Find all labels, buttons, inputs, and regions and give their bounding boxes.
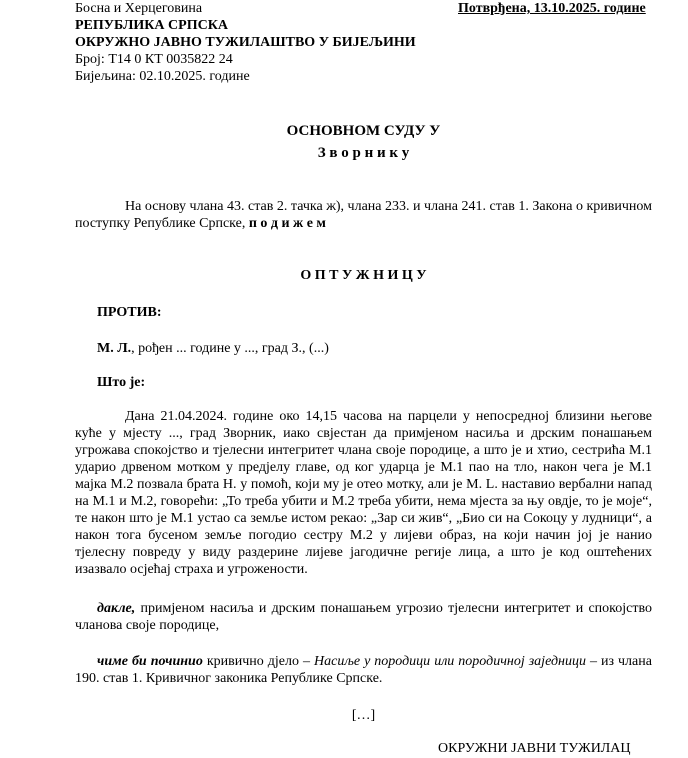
intro-paragraph bbox=[75, 198, 652, 232]
defendant-line bbox=[97, 340, 329, 357]
header-country: Босна и Херцеговина bbox=[75, 1, 203, 16]
defendant-name: М. Л. bbox=[97, 341, 132, 356]
offense-text2: – из члана 190. став 1. Кривичног законика Републике Српске. bbox=[75, 654, 652, 686]
header-republic: РЕПУБЛИКА СРПСКА bbox=[75, 18, 228, 33]
offense-paragraph bbox=[75, 653, 652, 687]
offense-lead: чиме би починио bbox=[97, 654, 203, 669]
what-label: Што је: bbox=[97, 375, 146, 390]
intro-action: п о д и ж е м bbox=[248, 216, 326, 231]
addressee-line1: ОСНОВНОМ СУДУ У bbox=[286, 123, 441, 139]
header-office: ОКРУЖНО ЈАВНО ТУЖИЛАШТВО У БИЈЕЉИНИ bbox=[75, 35, 416, 50]
facts-text: Дана 21.04.2024. године око 14,15 часова на парцели у непосредној близини његове куће у мјесту ..., град Зворник, иако свјестан да примјеном насиља и дрским понашањем угрожава спокојство и тјелесни интегритет члана своје породице, а што је и хтио, сестрића М.1 ударио дрвеном мотком у предјелу главе, од ког ударца је М.1 пао на тло, након чега је М.1 мајка М.2 позвала брата Н. у помоћ, који му је отео мотку, али је М. L. наставио вербални напад на М.1 и М.2, говорећи: „То треба убити и М.2 треба убити, нема мјеста за њу овдје, то је моје“, те након што је М.1 устао са земље истом рекао: „Зар си жив“, „Био си на Сокоцу у лудници“, а након тога бусеном земље погодио сестру М.2 у лијеви образ, на који начин јој је нанио тјелесну повреду у виду раздерине лијеве јагодичне регије лица, а што је код оштећених изазвало осјећај страха и угрожености. bbox=[75, 409, 652, 577]
signature-title: ОКРУЖНИ ЈАВНИ ТУЖИЛАЦ bbox=[438, 741, 631, 756]
place-date: Бијељина: 02.10.2025. године bbox=[75, 69, 250, 84]
intro-text: На основу члана 43. став 2. тачка ж), члана 233. и члана 241. став 1. Закона о кривичном поступку Републике Српске, bbox=[75, 199, 652, 231]
against-label: ПРОТИВ: bbox=[97, 305, 162, 320]
document-title: О П Т У Ж Н И Ц У bbox=[300, 268, 427, 283]
summary-text: примјеном насиља и дрским понашањем угрозио тјелесни интегритет и спокојство чланова своје породице, bbox=[75, 601, 652, 633]
facts-paragraph bbox=[75, 408, 652, 578]
summary-lead: дакле, bbox=[97, 601, 136, 616]
ellipsis: […] bbox=[351, 708, 376, 723]
summary-paragraph bbox=[75, 600, 652, 634]
case-number: Број: Т14 0 КТ 0035822 24 bbox=[75, 52, 233, 67]
defendant-details: , рођен ... године у ..., град З., (...) bbox=[131, 341, 329, 356]
addressee-line2: З в о р н и к у bbox=[317, 145, 410, 161]
offense-text1: кривично дјело – bbox=[202, 654, 315, 669]
offense-name: Насиље у породици или породичној заједници bbox=[314, 654, 586, 669]
confirmed-stamp: Потврђена, 13.10.2025. године bbox=[458, 1, 646, 16]
